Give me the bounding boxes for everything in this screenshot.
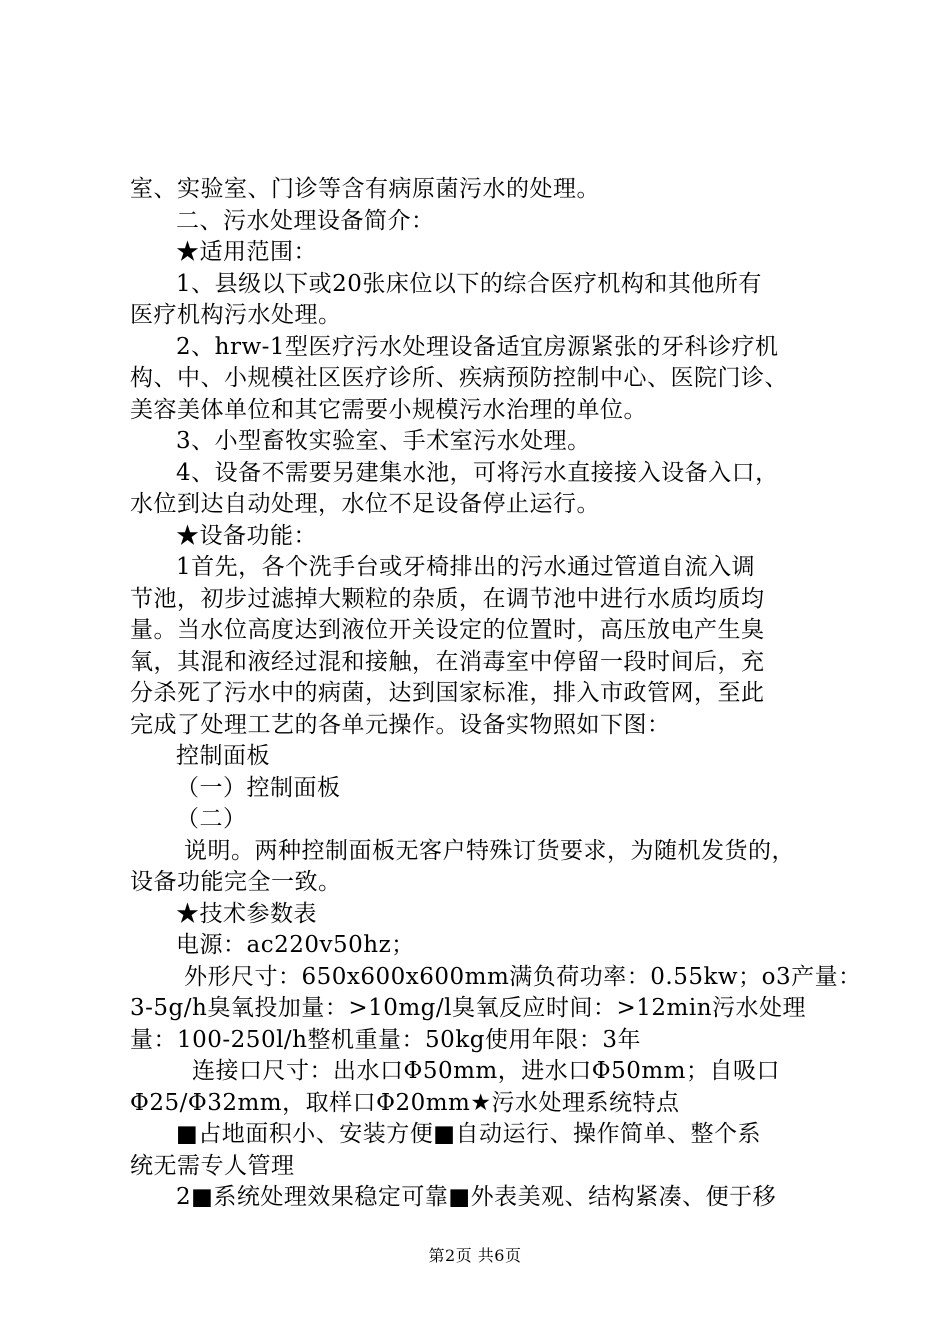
text-line: 4、设备不需要另建集水池，可将污水直接接入设备入口， — [176, 459, 779, 486]
subsection-heading: ★技术参数表 — [176, 900, 317, 927]
text-line: 电源：ac220v50hz； — [176, 932, 415, 958]
text-line: 完成了处理工艺的各单元操作。设备实物照如下图： — [130, 711, 671, 738]
text-line: 构、中、小规模社区医疗诊所、疾病预防控制中心、医院门诊、 — [130, 365, 788, 391]
text-line: 控制面板 — [176, 743, 270, 769]
text-line: 2■系统处理效果稳定可靠■外表美观、结构紧凑、便于移 — [176, 1184, 777, 1210]
text-line: 外形尺寸：650x600x600mm满负荷功率：0.55kw；o3产量： — [184, 963, 862, 990]
subsection-heading: ★适用范围： — [176, 239, 317, 265]
text-line: 室、实验室、门诊等含有病原菌污水的处理。 — [130, 176, 600, 202]
text-line: 3-5g/h臭氧投加量：>10mg/l臭氧反应时间：>12min污水处理 — [130, 995, 807, 1021]
text-line: Φ25/Φ32mm，取样口Φ20mm★污水处理系统特点 — [130, 1089, 680, 1116]
text-line: 量：100-250l/h整机重量：50kg使用年限：3年 — [130, 1026, 642, 1053]
text-line: （一）控制面板 — [176, 774, 341, 801]
text-line: 量。当水位高度达到液位开关设定的位置时，高压放电产生臭 — [130, 617, 765, 643]
text-line: 设备功能完全一致。 — [130, 869, 342, 895]
text-line: 医疗机构污水处理。 — [130, 302, 342, 328]
text-line: 1、县级以下或20张床位以下的综合医疗机构和其他所有 — [176, 270, 762, 297]
subsection-heading: ★设备功能： — [176, 522, 317, 549]
text-line: 连接口尺寸：出水口Φ50mm，进水口Φ50mm；自吸口 — [192, 1058, 780, 1084]
page-footer: 第2页 共6页 — [428, 1246, 522, 1265]
text-line: 统无需专人管理 — [130, 1152, 295, 1179]
text-line: 美容美体单位和其它需要小规模污水治理的单位。 — [130, 396, 647, 423]
text-line: ■占地面积小、安装方便■自动运行、操作简单、整个系 — [176, 1121, 761, 1147]
text-line: 氧，其混和液经过混和接触，在消毒室中停留一段时间后，充 — [130, 648, 765, 675]
text-line: 水位到达自动处理，水位不足设备停止运行。 — [130, 491, 600, 517]
text-line: 分杀死了污水中的病菌，达到国家标准，排入市政管网，至此 — [130, 680, 765, 706]
document-body — [130, 174, 862, 1214]
text-line: 3、小型畜牧实验室、手术室污水处理。 — [176, 428, 591, 454]
text-line: 1首先，各个洗手台或牙椅排出的污水通过管道自流入调 — [176, 554, 756, 580]
text-line: 2、hrw-1型医疗污水处理设备适宜房源紧张的牙科诊疗机 — [176, 333, 779, 360]
text-line: 说明。两种控制面板无客户特殊订货要求，为随机发货的， — [184, 837, 795, 864]
section-heading: 二、污水处理设备简介： — [176, 207, 435, 234]
text-line: （二） — [176, 806, 247, 832]
text-line: 节池，初步过滤掉大颗粒的杂质，在调节池中进行水质均质均 — [130, 585, 765, 612]
